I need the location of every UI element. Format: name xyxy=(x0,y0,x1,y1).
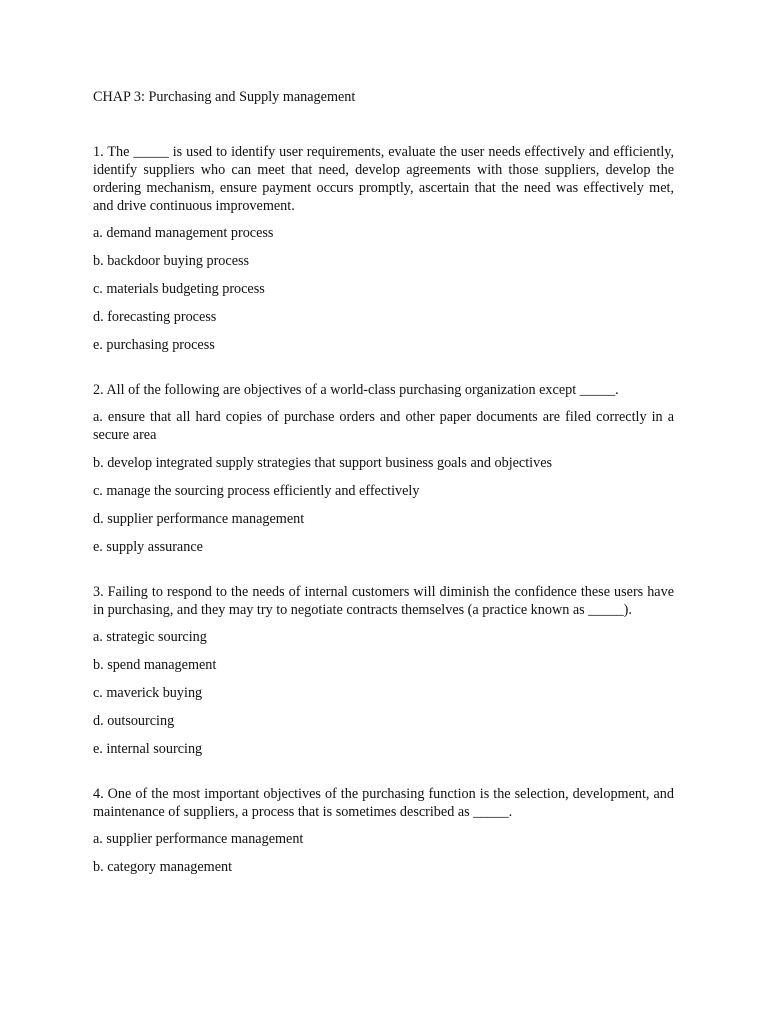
question-1 xyxy=(93,143,674,354)
question-stem: 2. All of the following are objectives of a world-class purchasing organization except _____. xyxy=(93,382,619,398)
option-b: b. backdoor buying process xyxy=(93,253,250,269)
option-a: a. demand management process xyxy=(93,225,274,241)
option-d: d. supplier performance management xyxy=(93,511,305,527)
option-a: a. supplier performance management xyxy=(93,831,304,847)
option-c: c. manage the sourcing process efficiently and effectively xyxy=(93,483,420,499)
option-d: d. outsourcing xyxy=(93,713,175,729)
options-list xyxy=(93,830,674,876)
option-e: e. supply assurance xyxy=(93,539,203,555)
option-b: b. develop integrated supply strategies that support business goals and objectives xyxy=(93,455,553,471)
options-list xyxy=(93,408,674,556)
option-e: e. internal sourcing xyxy=(93,741,203,757)
option-b: b. spend management xyxy=(93,657,217,673)
question-4 xyxy=(93,785,674,876)
option-e: e. purchasing process xyxy=(93,337,215,353)
option-d: d. forecasting process xyxy=(93,309,217,325)
question-3 xyxy=(93,583,674,758)
question-2 xyxy=(93,381,674,556)
option-b: b. category management xyxy=(93,859,233,875)
option-a: a. strategic sourcing xyxy=(93,629,207,645)
document-title: CHAP 3: Purchasing and Supply management xyxy=(93,89,356,105)
option-c: c. maverick buying xyxy=(93,685,203,701)
document-page xyxy=(93,88,674,903)
options-list xyxy=(93,628,674,758)
option-c: c. materials budgeting process xyxy=(93,281,265,297)
question-stem: 1. The _____ is used to identify user requirements, evaluate the user needs effectively and efficiently, identify suppliers who can meet that need, develop agreements with those suppliers, develop the ordering mechanism, ensure payment occurs promptly, ascertain that the need was effectively met, and drive continuous improvement. xyxy=(93,144,674,214)
question-stem: 4. One of the most important objectives of the purchasing function is the selection, development, and maintenance of suppliers, a process that is sometimes described as _____. xyxy=(93,786,674,820)
option-a: a. ensure that all hard copies of purchase orders and other paper documents are filed correctly in a secure area xyxy=(93,409,674,443)
options-list xyxy=(93,224,674,354)
question-stem: 3. Failing to respond to the needs of internal customers will diminish the confidence these users have in purchasing, and they may try to negotiate contracts themselves (a practice known as _____). xyxy=(93,584,674,618)
